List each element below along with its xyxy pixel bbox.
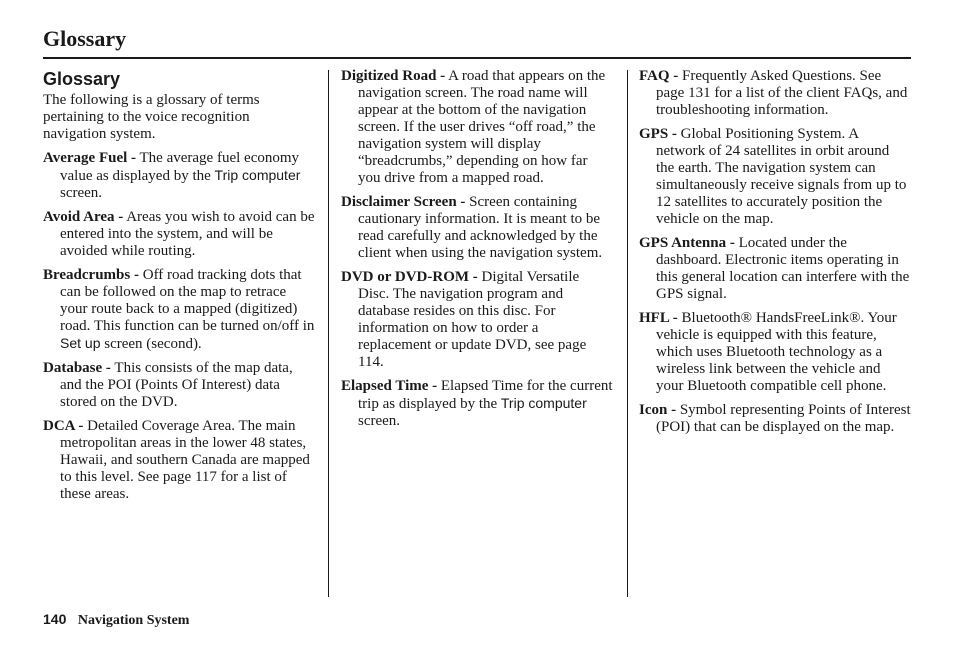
- glossary-definition: Symbol representing Points of Interest (POI) that can be displayed on the map.: [656, 402, 911, 435]
- glossary-entry-disclaimer-screen: [341, 194, 613, 262]
- glossary-term: HFL -: [639, 310, 678, 326]
- glossary-definition: A road that appears on the navigation screen. The road name will appear at the bottom of the navigation screen. If the user drives “off road,” the navigation system will display “breadcrumbs,” depending on how far you drive from a mapped road.: [358, 68, 606, 186]
- ui-screen-name: Trip computer: [500, 395, 587, 411]
- glossary-entry-gps: [639, 126, 911, 228]
- ui-screen-name: Trip computer: [214, 167, 301, 183]
- glossary-term: DVD or DVD-ROM -: [341, 269, 478, 285]
- glossary-entry-dca: [43, 418, 315, 503]
- glossary-entry-faq: [639, 68, 911, 119]
- glossary-entry-breadcrumbs: [43, 267, 315, 353]
- glossary-term: FAQ -: [639, 68, 679, 84]
- glossary-column-1: [43, 68, 315, 510]
- glossary-definition: Digital Versatile Disc. The navigation program and database resides on this disc. For information on how to order a replacement or update DVD, see page 114.: [358, 269, 587, 370]
- section-heading: Glossary: [43, 69, 121, 89]
- glossary-column-3: [639, 68, 911, 443]
- footer-label: Navigation System: [77, 613, 190, 628]
- glossary-entry-dvd: [341, 269, 613, 371]
- glossary-entry-average-fuel: [43, 150, 315, 202]
- page-title: Glossary: [43, 26, 127, 51]
- title-rule: [43, 57, 911, 59]
- glossary-definition: Elapsed Time for the current trip as displayed by the: [358, 378, 613, 412]
- glossary-entry-hfl: [639, 310, 911, 395]
- glossary-definition: This consists of the map data, and the POI (Points Of Interest) data stored on the DVD.: [60, 360, 293, 410]
- glossary-definition: Frequently Asked Questions. See page 131 for a list of the client FAQs, and troubleshooting information.: [656, 68, 908, 118]
- glossary-term: Digitized Road -: [341, 68, 446, 84]
- glossary-term: Icon -: [639, 402, 677, 418]
- glossary-definition: Bluetooth® HandsFreeLink®. Your vehicle is equipped with this feature, which uses Bluetooth technology as a wireless link between the vehicle and your Bluetooth compatible cell phone.: [656, 310, 897, 394]
- glossary-term: Elapsed Time -: [341, 378, 438, 394]
- glossary-entry-database: [43, 360, 315, 411]
- page-number: 140: [43, 611, 67, 627]
- glossary-entry-elapsed-time: [341, 378, 613, 430]
- column-divider: [627, 70, 628, 597]
- ui-screen-name: Set up: [60, 335, 101, 351]
- glossary-intro: The following is a glossary of terms pertaining to the voice recognition navigation system.: [43, 92, 260, 142]
- glossary-column-2: [341, 68, 613, 437]
- glossary-entry-digitized-road: [341, 68, 613, 187]
- glossary-definition: Off road tracking dots that can be followed on the map to retrace your route back to a mapped (digitized) road. This function can be turned on/off in: [60, 267, 315, 334]
- glossary-term: GPS -: [639, 126, 677, 142]
- column-divider: [328, 70, 329, 597]
- glossary-term: GPS Antenna -: [639, 235, 735, 251]
- glossary-definition: The average fuel economy value as displayed by the: [60, 150, 300, 184]
- glossary-term: Average Fuel -: [43, 150, 137, 166]
- glossary-term: Database -: [43, 360, 111, 376]
- glossary-term: Breadcrumbs -: [43, 267, 139, 283]
- glossary-definition: Global Positioning System. A network of 24 satellites in orbit around the earth. The navigation system can simultaneously receive signals from up to 12 satellites to accurately position the vehicle on the map.: [656, 126, 907, 227]
- glossary-entry-gps-antenna: [639, 235, 911, 303]
- glossary-term: Avoid Area -: [43, 209, 124, 225]
- glossary-definition-end: screen.: [358, 413, 401, 429]
- glossary-definition-end: screen (second).: [104, 336, 202, 352]
- page-footer: [43, 610, 189, 630]
- glossary-term: Disclaimer Screen -: [341, 194, 466, 210]
- glossary-definition-end: screen.: [60, 185, 103, 201]
- glossary-entry-icon: [639, 402, 911, 436]
- glossary-definition: Screen containing cautionary information. It is meant to be read carefully and acknowledged by the client when using the navigation system.: [358, 194, 603, 261]
- glossary-definition: Areas you wish to avoid can be entered into the system, and will be avoided while routing.: [60, 209, 315, 259]
- glossary-definition: Located under the dashboard. Electronic items operating in this general location can interfere with the GPS signal.: [656, 235, 910, 302]
- glossary-term: DCA -: [43, 418, 84, 434]
- glossary-definition: Detailed Coverage Area. The main metropolitan areas in the lower 48 states, Hawaii, and southern Canada are mapped to this level. See page 117 for a list of these areas.: [60, 418, 310, 502]
- glossary-entry-avoid-area: [43, 209, 315, 260]
